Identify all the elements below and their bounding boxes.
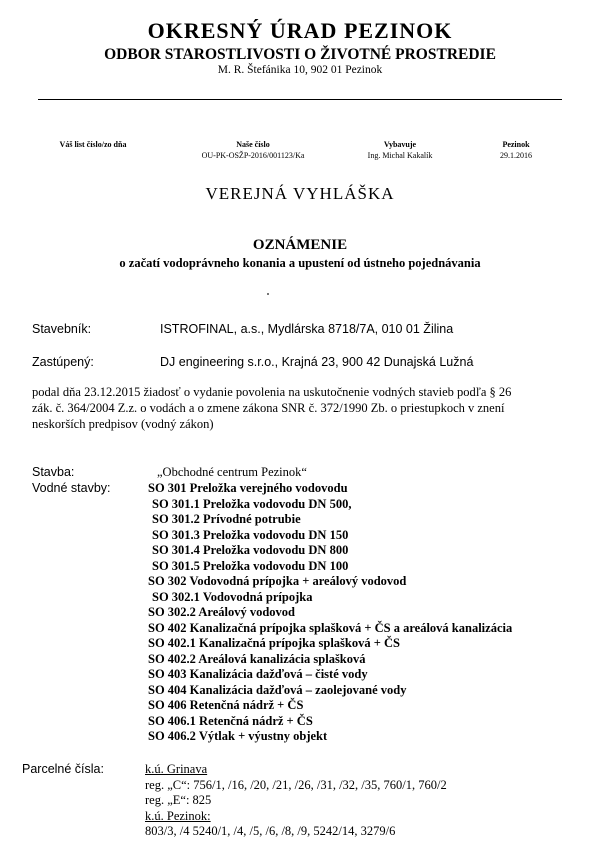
document-subline: o začatí vodoprávneho konania a upustení od ústneho pojednávania [119,256,481,270]
list-item: SO 406.2 Výtlak + výustny objekt [148,729,328,743]
document-subtitle: OZNÁMENIE [252,237,348,253]
ref-our-number-value: OU-PK-OSŽP-2016/001123/Ka [201,151,305,160]
list-item: SO 301 Preložka verejného vodovodu [148,481,348,495]
office-name: OKRESNÝ ÚRAD PEZINOK [147,18,453,43]
list-item: SO 404 Kanalizácia dažďová – zaolejované vody [148,682,407,697]
parcels-reg-e: reg. „E“: 825 [145,793,212,807]
stavba-label: Stavba: [32,465,75,479]
department-name: ODBOR STAROSTLIVOSTI O ŽIVOTNÉ PROSTREDIE [104,46,496,63]
list-item: SO 402.2 Areálová kanalizácia splašková [148,651,366,666]
stavba-value: „Obchodné centrum Pezinok“ [157,465,307,479]
paragraph-line: podal dňa 23.12.2015 žiadosť o vydanie povolenia na uskutočnenie vodných stavieb podľa § 26 [32,385,512,399]
ref-place-label: Pezinok [502,140,530,149]
builder-value: ISTROFINAL, a.s., Mydlárska 8718/7A, 010 01 Žilina [160,322,454,336]
document-title: VEREJNÁ VYHLÁŠKA [205,184,395,203]
header-divider [38,99,562,100]
paragraph-line: zák. č. 364/2004 Z.z. o vodách a o zmene zákona SNR č. 372/1990 Zb. o priestupkoch v znení [32,401,505,415]
parcels-pezinok: 803/3, /4 5240/1, /4, /5, /6, /8, /9, 5242/14, 3279/6 [145,824,396,838]
ref-place-date [486,140,546,160]
list-item: SO 302 Vodovodná prípojka + areálový vodovod [148,574,407,588]
list-item: SO 301.4 Preložka vodovodu DN 800 [152,543,349,557]
ref-your-letter-label: Váš list číslo/zo dňa [59,140,127,149]
cadastral-area-pezinok: k.ú. Pezinok: [145,808,211,823]
list-item: SO 406.1 Retenčná nádrž + ČS [148,713,313,728]
ref-your-letter [48,140,138,149]
builder-label: Stavebník: [32,322,92,336]
ref-handled-by [355,140,445,160]
parcels-list [145,762,447,840]
ref-handled-by-value: Ing. Michal Kakalík [367,151,433,160]
list-item: SO 301.2 Prívodné potrubie [152,512,301,526]
represented-value: DJ engineering s.r.o., Krajná 23, 900 42 Dunajská Lužná [160,355,474,369]
parcels-label: Parcelné čísla: [22,762,104,776]
parcels-reg-c: reg. „C“: 756/1, /16, /20, /21, /26, /31, /32, /35, 760/1, 760/2 [145,777,447,792]
list-item: SO 301.1 Preložka vodovodu DN 500, [152,496,352,511]
list-item: SO 302.1 Vodovodná prípojka [152,589,313,604]
ref-our-number-label: Naše číslo [236,140,270,149]
ref-date-value: 29.1.2016 [500,151,532,160]
water-structures-label: Vodné stavby: [32,481,111,495]
represented-label: Zastúpený: [32,355,94,369]
list-item: SO 403 Kanalizácia dažďová – čisté vody [148,667,368,681]
list-item: SO 402.1 Kanalizačná prípojka splašková + ČS [148,636,400,650]
ref-our-number [188,140,318,160]
list-item: SO 406 Retenčná nádrž + ČS [148,698,304,712]
scan-speck [267,293,269,295]
request-paragraph [32,384,562,432]
ref-handled-by-label: Vybavuje [383,140,417,149]
cadastral-area-grinava: k.ú. Grinava [145,762,208,776]
list-item: SO 302.2 Areálový vodovod [148,605,296,619]
paragraph-line: neskorších predpisov (vodný zákon) [32,417,214,431]
list-item: SO 402 Kanalizačná prípojka splašková + ČS a areálová kanalizácia [148,620,513,635]
water-structures-list [148,481,512,745]
office-address: M. R. Štefánika 10, 902 01 Pezinok [217,64,383,76]
list-item: SO 301.5 Preložka vodovodu DN 100 [152,558,349,573]
list-item: SO 301.3 Preložka vodovodu DN 150 [152,527,349,542]
